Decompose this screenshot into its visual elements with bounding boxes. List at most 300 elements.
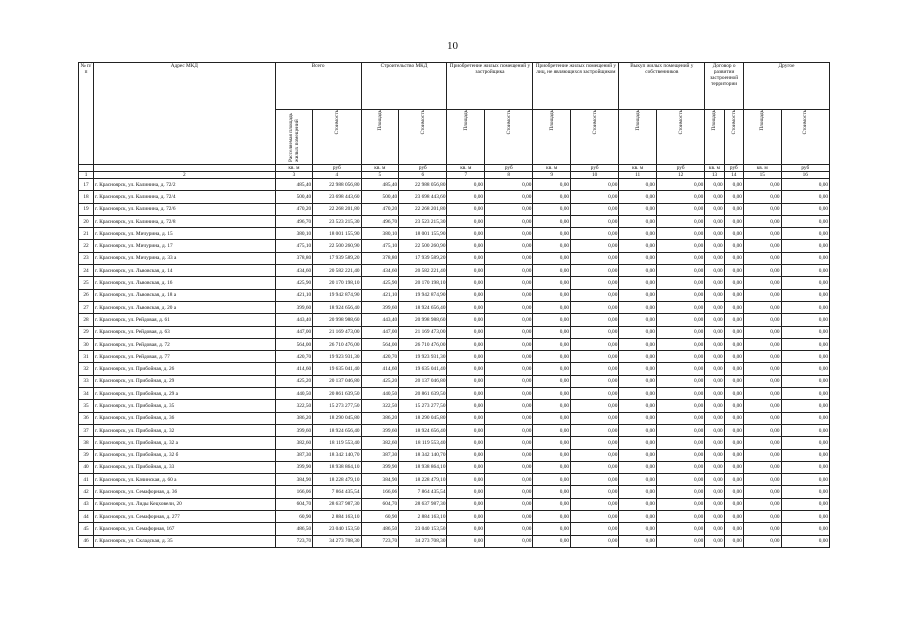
zero-value: 0,00 [656, 301, 704, 313]
zero-value: 0,00 [485, 412, 533, 424]
total-area: 723,70 [275, 535, 313, 547]
zero-value: 0,00 [781, 523, 829, 535]
zero-value: 0,00 [705, 203, 724, 215]
row-address: г. Красноярск, ул. Калинина, д. 72/2 [94, 179, 276, 191]
zero-value: 0,00 [533, 523, 571, 535]
construction-cost: 15 273 277,50 [399, 400, 447, 412]
zero-value: 0,00 [619, 351, 657, 363]
zero-value: 0,00 [724, 437, 743, 449]
construction-cost: 19 635 041,40 [399, 363, 447, 375]
zero-value: 0,00 [485, 424, 533, 436]
zero-value: 0,00 [743, 498, 781, 510]
subheader-cell [485, 110, 533, 165]
zero-value: 0,00 [485, 535, 533, 547]
total-cost: 15 273 277,50 [313, 400, 361, 412]
header-group: Строительство МКД [361, 63, 447, 110]
zero-value: 0,00 [571, 388, 619, 400]
construction-cost: 22 268 201,80 [399, 203, 447, 215]
zero-value: 0,00 [705, 486, 724, 498]
construction-area: 604,70 [361, 498, 399, 510]
row-number: 26 [79, 289, 94, 301]
zero-value: 0,00 [743, 289, 781, 301]
zero-value: 0,00 [705, 363, 724, 375]
zero-value: 0,00 [533, 301, 571, 313]
zero-value: 0,00 [705, 461, 724, 473]
subheader-cell-text: Расселяемая площадь жилых помещений [287, 113, 300, 162]
column-number: 2 [94, 172, 276, 179]
construction-area: 440,50 [361, 388, 399, 400]
zero-value: 0,00 [571, 424, 619, 436]
zero-value: 0,00 [724, 388, 743, 400]
construction-cost: 7 864 435,54 [399, 486, 447, 498]
zero-value: 0,00 [619, 228, 657, 240]
zero-value: 0,00 [781, 252, 829, 264]
zero-value: 0,00 [743, 461, 781, 473]
zero-value: 0,00 [743, 228, 781, 240]
construction-area: 564,00 [361, 338, 399, 350]
table-row [79, 363, 830, 375]
table-row [79, 289, 830, 301]
zero-value: 0,00 [571, 252, 619, 264]
table-row [79, 277, 830, 289]
zero-value: 0,00 [485, 449, 533, 461]
zero-value: 0,00 [571, 498, 619, 510]
zero-value: 0,00 [743, 338, 781, 350]
zero-value: 0,00 [724, 191, 743, 203]
zero-value: 0,00 [781, 400, 829, 412]
zero-value: 0,00 [705, 289, 724, 301]
construction-cost: 18 938 864,10 [399, 461, 447, 473]
zero-value: 0,00 [781, 461, 829, 473]
total-area: 486,50 [275, 523, 313, 535]
zero-value: 0,00 [447, 326, 485, 338]
units-row [79, 165, 830, 172]
zero-value: 0,00 [656, 400, 704, 412]
table-row [79, 338, 830, 350]
column-number: 14 [724, 172, 743, 179]
zero-value: 0,00 [571, 449, 619, 461]
zero-value: 0,00 [485, 314, 533, 326]
construction-cost: 20 170 198,10 [399, 277, 447, 289]
column-number: 4 [313, 172, 361, 179]
row-address: г. Красноярск, ул. Калинина, д. 72/8 [94, 215, 276, 227]
zero-value: 0,00 [447, 179, 485, 191]
zero-value: 0,00 [571, 400, 619, 412]
column-number: 5 [361, 172, 399, 179]
total-cost: 22 500 260,90 [313, 240, 361, 252]
construction-cost: 20 998 988,60 [399, 314, 447, 326]
total-area: 470,20 [275, 203, 313, 215]
zero-value: 0,00 [724, 474, 743, 486]
zero-value: 0,00 [781, 363, 829, 375]
zero-value: 0,00 [533, 351, 571, 363]
zero-value: 0,00 [533, 498, 571, 510]
zero-value: 0,00 [619, 437, 657, 449]
zero-value: 0,00 [705, 437, 724, 449]
construction-area: 386,20 [361, 412, 399, 424]
zero-value: 0,00 [533, 486, 571, 498]
zero-value: 0,00 [781, 203, 829, 215]
row-address: г. Красноярск, ул. Прибойная, д. 29 а [94, 388, 276, 400]
row-address: г. Красноярск, ул. Прибойная, д. 26 [94, 363, 276, 375]
zero-value: 0,00 [619, 388, 657, 400]
row-number: 18 [79, 191, 94, 203]
construction-cost: 18 001 155,90 [399, 228, 447, 240]
zero-value: 0,00 [533, 228, 571, 240]
zero-value: 0,00 [485, 191, 533, 203]
zero-value: 0,00 [619, 314, 657, 326]
construction-area: 380,10 [361, 228, 399, 240]
total-cost: 22 268 201,80 [313, 203, 361, 215]
construction-cost: 18 228 479,10 [399, 474, 447, 486]
construction-cost: 19 942 874,90 [399, 289, 447, 301]
zero-value: 0,00 [724, 498, 743, 510]
zero-value: 0,00 [619, 424, 657, 436]
zero-value: 0,00 [743, 265, 781, 277]
zero-value: 0,00 [781, 191, 829, 203]
total-area: 399,60 [275, 301, 313, 313]
subheader-cell-text: Площадь [759, 110, 766, 131]
zero-value: 0,00 [656, 326, 704, 338]
zero-value: 0,00 [705, 474, 724, 486]
construction-cost: 20 137 046,80 [399, 375, 447, 387]
total-area: 485,40 [275, 179, 313, 191]
zero-value: 0,00 [447, 474, 485, 486]
row-address: г. Красноярск, ул. Львовская, д. 18 а [94, 289, 276, 301]
zero-value: 0,00 [447, 486, 485, 498]
zero-value: 0,00 [656, 449, 704, 461]
total-cost: 2 884 163,10 [313, 511, 361, 523]
row-number: 41 [79, 474, 94, 486]
zero-value: 0,00 [485, 400, 533, 412]
zero-value: 0,00 [743, 486, 781, 498]
subheader-cell-text: Стоимость [333, 110, 340, 135]
zero-value: 0,00 [619, 289, 657, 301]
zero-value: 0,00 [485, 338, 533, 350]
row-number: 25 [79, 277, 94, 289]
row-number: 36 [79, 412, 94, 424]
total-cost: 20 861 639,50 [313, 388, 361, 400]
zero-value: 0,00 [743, 449, 781, 461]
zero-value: 0,00 [743, 351, 781, 363]
unit-cell: кв. м [275, 165, 313, 172]
zero-value: 0,00 [724, 400, 743, 412]
zero-value: 0,00 [656, 388, 704, 400]
construction-cost: 18 924 656,40 [399, 301, 447, 313]
subheader-cell [724, 110, 743, 165]
row-number: 24 [79, 265, 94, 277]
total-area: 387,30 [275, 449, 313, 461]
zero-value: 0,00 [619, 240, 657, 252]
row-number: 38 [79, 437, 94, 449]
construction-area: 447,00 [361, 326, 399, 338]
table-row [79, 511, 830, 523]
row-address: г. Красноярск, ул. Качинская, д. 60 а [94, 474, 276, 486]
construction-cost: 34 273 708,30 [399, 535, 447, 547]
zero-value: 0,00 [781, 215, 829, 227]
zero-value: 0,00 [485, 228, 533, 240]
zero-value: 0,00 [447, 314, 485, 326]
total-area: 425,90 [275, 277, 313, 289]
construction-area: 378,80 [361, 252, 399, 264]
construction-area: 399,60 [361, 424, 399, 436]
table-row [79, 437, 830, 449]
zero-value: 0,00 [656, 228, 704, 240]
unit-cell: руб [656, 165, 704, 172]
zero-value: 0,00 [743, 363, 781, 375]
table-row [79, 400, 830, 412]
zero-value: 0,00 [781, 535, 829, 547]
total-area: 414,60 [275, 363, 313, 375]
subheader-cell [619, 110, 657, 165]
zero-value: 0,00 [781, 289, 829, 301]
zero-value: 0,00 [447, 228, 485, 240]
construction-area: 425,90 [361, 277, 399, 289]
zero-value: 0,00 [724, 203, 743, 215]
zero-value: 0,00 [533, 215, 571, 227]
zero-value: 0,00 [571, 179, 619, 191]
unit-cell: руб [485, 165, 533, 172]
total-area: 440,50 [275, 388, 313, 400]
row-address: г. Красноярск, ул. Семафорная, д. 36 [94, 486, 276, 498]
subheader-cell [275, 110, 313, 165]
table-row [79, 375, 830, 387]
table-row [79, 228, 830, 240]
zero-value: 0,00 [705, 523, 724, 535]
zero-value: 0,00 [705, 449, 724, 461]
unit-cell: руб [781, 165, 829, 172]
zero-value: 0,00 [533, 277, 571, 289]
zero-value: 0,00 [781, 424, 829, 436]
zero-value: 0,00 [724, 265, 743, 277]
row-address: г. Красноярск, ул. Львовская, д. 14 [94, 265, 276, 277]
row-address: г. Красноярск, ул. Рейдовая, д. 63 [94, 326, 276, 338]
zero-value: 0,00 [571, 351, 619, 363]
zero-value: 0,00 [705, 228, 724, 240]
total-cost: 18 924 656,40 [313, 424, 361, 436]
zero-value: 0,00 [656, 412, 704, 424]
construction-area: 485,40 [361, 179, 399, 191]
total-cost: 18 924 656,40 [313, 301, 361, 313]
zero-value: 0,00 [571, 375, 619, 387]
subheader-cell-text: Площадь [711, 110, 718, 131]
zero-value: 0,00 [533, 191, 571, 203]
total-area: 380,10 [275, 228, 313, 240]
construction-area: 60,90 [361, 511, 399, 523]
total-area: 399,90 [275, 461, 313, 473]
zero-value: 0,00 [743, 314, 781, 326]
total-area: 386,20 [275, 412, 313, 424]
zero-value: 0,00 [447, 289, 485, 301]
zero-value: 0,00 [705, 535, 724, 547]
total-area: 434,60 [275, 265, 313, 277]
subheader-cell [313, 110, 361, 165]
construction-area: 166,06 [361, 486, 399, 498]
total-area: 322,50 [275, 400, 313, 412]
construction-area: 434,60 [361, 265, 399, 277]
construction-cost: 20 861 639,50 [399, 388, 447, 400]
zero-value: 0,00 [656, 289, 704, 301]
zero-value: 0,00 [447, 449, 485, 461]
zero-value: 0,00 [447, 240, 485, 252]
zero-value: 0,00 [533, 179, 571, 191]
zero-value: 0,00 [724, 338, 743, 350]
zero-value: 0,00 [656, 511, 704, 523]
header-group: Выкуп жилых помещений у собственников [619, 63, 705, 110]
zero-value: 0,00 [485, 437, 533, 449]
header-group: Приобретение жилых помещений у лиц, не являющихся застройщиком [533, 63, 619, 110]
construction-area: 399,90 [361, 461, 399, 473]
zero-value: 0,00 [781, 351, 829, 363]
zero-value: 0,00 [533, 412, 571, 424]
construction-area: 496,70 [361, 215, 399, 227]
construction-area: 470,20 [361, 203, 399, 215]
zero-value: 0,00 [485, 474, 533, 486]
total-cost: 23 698 443,60 [313, 191, 361, 203]
construction-cost: 17 939 589,20 [399, 252, 447, 264]
zero-value: 0,00 [656, 461, 704, 473]
zero-value: 0,00 [724, 289, 743, 301]
zero-value: 0,00 [724, 523, 743, 535]
zero-value: 0,00 [743, 511, 781, 523]
zero-value: 0,00 [447, 437, 485, 449]
zero-value: 0,00 [571, 338, 619, 350]
zero-value: 0,00 [705, 498, 724, 510]
zero-value: 0,00 [743, 191, 781, 203]
zero-value: 0,00 [619, 400, 657, 412]
zero-value: 0,00 [533, 203, 571, 215]
zero-value: 0,00 [656, 314, 704, 326]
zero-value: 0,00 [571, 228, 619, 240]
row-address: г. Красноярск, ул. Прибойная, д. 36 [94, 412, 276, 424]
zero-value: 0,00 [781, 240, 829, 252]
page-number: 10 [447, 40, 458, 52]
row-address: г. Красноярск, ул. Прибойная, д. 32 б [94, 449, 276, 461]
zero-value: 0,00 [705, 191, 724, 203]
table-row [79, 535, 830, 547]
total-cost: 20 582 221,40 [313, 265, 361, 277]
zero-value: 0,00 [485, 486, 533, 498]
zero-value: 0,00 [656, 486, 704, 498]
zero-value: 0,00 [656, 523, 704, 535]
row-address: г. Красноярск, ул. Мичурина, д. 17 [94, 240, 276, 252]
total-cost: 19 942 874,90 [313, 289, 361, 301]
zero-value: 0,00 [447, 523, 485, 535]
row-address: г. Красноярск, ул. Прибойная, д. 32 а [94, 437, 276, 449]
zero-value: 0,00 [619, 301, 657, 313]
total-area: 443,40 [275, 314, 313, 326]
header-group: Всего [275, 63, 361, 110]
unit-cell [79, 165, 94, 172]
zero-value: 0,00 [447, 215, 485, 227]
row-number: 22 [79, 240, 94, 252]
subheader-cell-text: Площадь [462, 110, 469, 131]
row-number: 27 [79, 301, 94, 313]
table-row [79, 215, 830, 227]
construction-cost: 21 169 473,00 [399, 326, 447, 338]
zero-value: 0,00 [447, 400, 485, 412]
row-address: г. Красноярск, ул. Складская, д. 35 [94, 535, 276, 547]
zero-value: 0,00 [447, 265, 485, 277]
total-cost: 18 119 553,40 [313, 437, 361, 449]
total-area: 399,60 [275, 424, 313, 436]
zero-value: 0,00 [705, 265, 724, 277]
zero-value: 0,00 [447, 375, 485, 387]
zero-value: 0,00 [447, 277, 485, 289]
row-number: 39 [79, 449, 94, 461]
zero-value: 0,00 [743, 474, 781, 486]
unit-cell: руб [313, 165, 361, 172]
total-cost: 18 228 479,10 [313, 474, 361, 486]
zero-value: 0,00 [533, 252, 571, 264]
zero-value: 0,00 [447, 498, 485, 510]
zero-value: 0,00 [571, 511, 619, 523]
zero-value: 0,00 [619, 461, 657, 473]
zero-value: 0,00 [447, 461, 485, 473]
zero-value: 0,00 [571, 289, 619, 301]
table-row [79, 179, 830, 191]
row-number: 28 [79, 314, 94, 326]
zero-value: 0,00 [743, 437, 781, 449]
zero-value: 0,00 [743, 203, 781, 215]
zero-value: 0,00 [724, 412, 743, 424]
subheader-cell [447, 110, 485, 165]
zero-value: 0,00 [619, 215, 657, 227]
zero-value: 0,00 [485, 179, 533, 191]
column-number: 12 [656, 172, 704, 179]
zero-value: 0,00 [533, 535, 571, 547]
zero-value: 0,00 [533, 400, 571, 412]
unit-cell: руб [724, 165, 743, 172]
zero-value: 0,00 [705, 511, 724, 523]
zero-value: 0,00 [533, 424, 571, 436]
unit-cell: руб [399, 165, 447, 172]
total-cost: 34 273 708,30 [313, 535, 361, 547]
zero-value: 0,00 [619, 412, 657, 424]
zero-value: 0,00 [656, 363, 704, 375]
zero-value: 0,00 [571, 412, 619, 424]
zero-value: 0,00 [619, 338, 657, 350]
zero-value: 0,00 [781, 511, 829, 523]
zero-value: 0,00 [705, 252, 724, 264]
zero-value: 0,00 [656, 474, 704, 486]
construction-cost: 19 923 931,30 [399, 351, 447, 363]
zero-value: 0,00 [533, 265, 571, 277]
total-area: 166,06 [275, 486, 313, 498]
zero-value: 0,00 [743, 240, 781, 252]
row-address: г. Красноярск, ул. Львовская, д. 16 [94, 277, 276, 289]
column-number: 11 [619, 172, 657, 179]
zero-value: 0,00 [533, 474, 571, 486]
zero-value: 0,00 [485, 351, 533, 363]
zero-value: 0,00 [485, 498, 533, 510]
row-address: г. Красноярск, ул. Прибойная, д. 33 [94, 461, 276, 473]
subheader-cell-text: Стоимость [505, 110, 512, 135]
zero-value: 0,00 [571, 265, 619, 277]
zero-value: 0,00 [619, 523, 657, 535]
zero-value: 0,00 [724, 424, 743, 436]
subheader-cell [533, 110, 571, 165]
zero-value: 0,00 [485, 461, 533, 473]
zero-value: 0,00 [619, 375, 657, 387]
subheader-cell-text: Стоимость [802, 110, 809, 135]
unit-cell: кв. м [447, 165, 485, 172]
subheader-cell-text: Стоимость [730, 110, 737, 135]
construction-cost: 2 884 163,10 [399, 511, 447, 523]
zero-value: 0,00 [781, 301, 829, 313]
table-row [79, 424, 830, 436]
row-address: г. Красноярск, ул. Семафорная, д. 277 [94, 511, 276, 523]
